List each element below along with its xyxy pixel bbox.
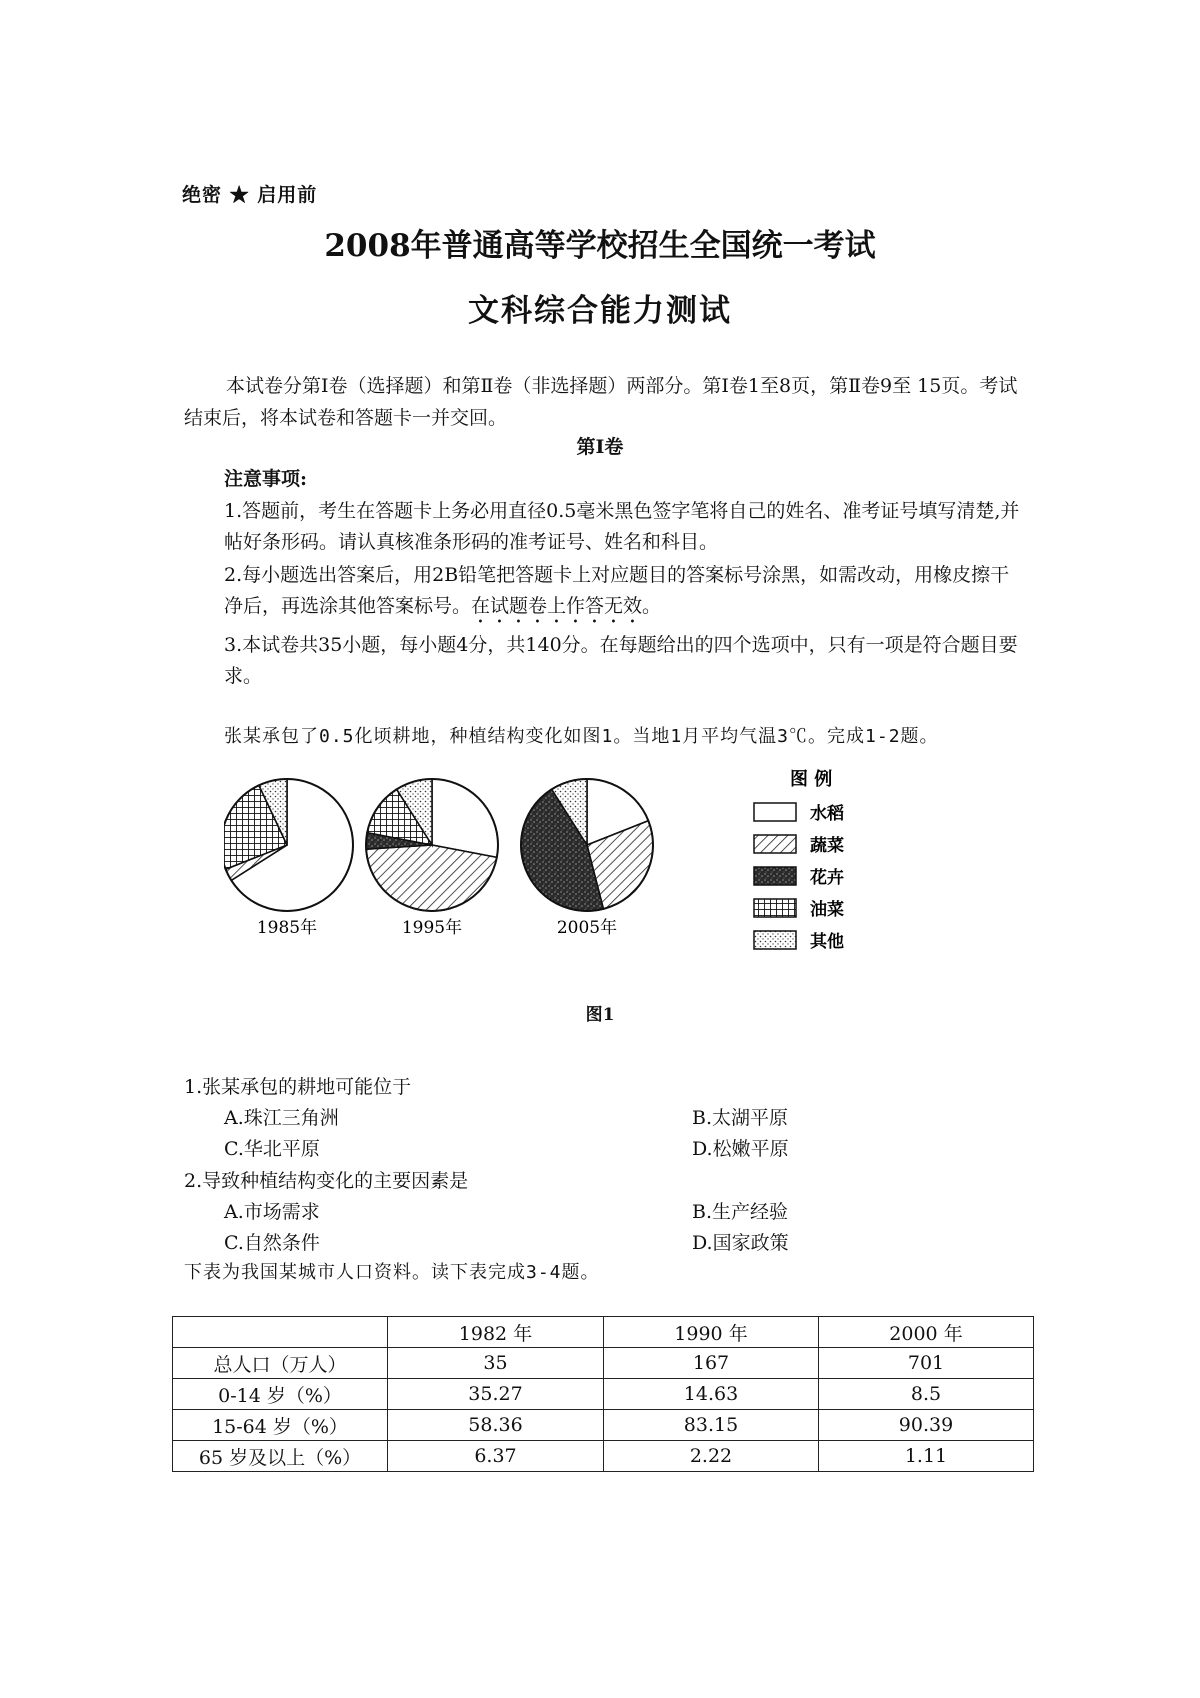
table-cell: 58.36	[388, 1410, 604, 1441]
table-header-row	[173, 1317, 1034, 1348]
exam-title: 2008年普通高等学校招生全国统一考试	[324, 228, 876, 264]
table-cell: 8.5	[819, 1379, 1034, 1410]
legend-swatch	[754, 931, 796, 949]
table-header-cell: 2000 年	[819, 1317, 1034, 1348]
q1-option-a: A.珠江三角洲	[224, 1107, 339, 1129]
table-header-cell: 1990 年	[604, 1317, 819, 1348]
table-cell: 6.37	[388, 1441, 604, 1472]
table-cell: 65 岁及以上（%）	[173, 1441, 388, 1472]
pie-slice	[366, 845, 497, 911]
question-group-1-intro: 张某承包了0.5化顷耕地，种植结构变化如图1。当地1月平均气温3℃。完成1-2题。	[224, 726, 939, 747]
table-cell: 83.15	[604, 1410, 819, 1441]
legend-swatch	[754, 803, 796, 821]
table-row	[173, 1441, 1034, 1472]
q1-option-c: C.华北平原	[224, 1138, 320, 1160]
table-row	[173, 1410, 1034, 1441]
legend-label: 其他	[810, 932, 844, 952]
table-row	[173, 1379, 1034, 1410]
figure-caption: 图1	[585, 1005, 615, 1025]
confidential-label: 绝密 ★ 启用前	[182, 184, 318, 206]
pie-slice	[432, 779, 498, 857]
legend-swatch	[754, 835, 796, 853]
pie-year-label: 1995年	[401, 918, 463, 938]
legend-label: 花卉	[810, 868, 844, 888]
table-cell: 总人口（万人）	[173, 1348, 388, 1379]
table-cell: 0-14 岁（%）	[173, 1379, 388, 1410]
legend-title: 图 例	[790, 769, 833, 790]
legend-label: 水稻	[810, 804, 844, 824]
table-row	[173, 1348, 1034, 1379]
note-item-2-emphasis: 在试题卷上作答无效	[471, 595, 643, 617]
note-item-2-text: 2.每小题选出答案后，用2B铅笔把答题卡上对应题目的答案标号涂黑，如需改动，用橡皮擦干净后，再选涂其他答案标号。	[224, 564, 1010, 617]
legend-swatch	[754, 867, 796, 885]
table-header-cell: 1982 年	[388, 1317, 604, 1348]
legend-label: 油菜	[810, 900, 844, 920]
table-cell: 2.22	[604, 1441, 819, 1472]
note-item-3: 3.本试卷共35小题，每小题4分，共140分。在每题给出的四个选项中，只有一项是符合题目要求。	[224, 634, 1018, 687]
note-item-2-end: 。	[642, 595, 662, 617]
note-item-1: 1.答题前，考生在答题卡上务必用直径0.5毫米黑色签字笔将自己的姓名、准考证号填写清楚,并帖好条形码。请认真核准条形码的准考证号、姓名和科目。	[224, 500, 1020, 553]
q1-stem: 1.张某承包的耕地可能位于	[184, 1076, 412, 1098]
legend-swatch	[754, 899, 796, 917]
intro-paragraph: 本试卷分第Ⅰ卷（选择题）和第Ⅱ卷（非选择题）两部分。第Ⅰ卷1至8页，第Ⅱ卷9至 15页。考试结束后，将本试卷和答题卡一并交回。	[184, 375, 1018, 429]
table-cell: 167	[604, 1348, 819, 1379]
q1-option-b: B.太湖平原	[692, 1107, 789, 1129]
table-cell: 90.39	[819, 1410, 1034, 1441]
table-header-cell	[173, 1317, 388, 1348]
q2-option-b: B.生产经验	[692, 1201, 789, 1223]
pie-year-label: 1985年	[256, 918, 318, 938]
q2-option-c: C.自然条件	[224, 1232, 320, 1254]
pie-figure	[224, 765, 884, 955]
notes-heading: 注意事项:	[224, 468, 308, 490]
pie-year-label: 2005年	[556, 918, 618, 938]
notes-block	[224, 464, 1026, 694]
q1-option-d: D.松嫩平原	[692, 1138, 789, 1160]
q2-option-a: A.市场需求	[224, 1201, 320, 1223]
table-cell: 15-64 岁（%）	[173, 1410, 388, 1441]
table-cell: 35.27	[388, 1379, 604, 1410]
legend-label: 蔬菜	[810, 836, 844, 856]
q2-stem: 2.导致种植结构变化的主要因素是	[184, 1170, 469, 1192]
question-group-2-intro: 下表为我国某城市人口资料。读下表完成3-4题。	[184, 1262, 600, 1283]
q2-option-d: D.国家政策	[692, 1232, 789, 1254]
exam-subtitle: 文科综合能力测试	[468, 293, 732, 329]
table-cell: 701	[819, 1348, 1034, 1379]
table-cell: 14.63	[604, 1379, 819, 1410]
section-title: 第Ⅰ卷	[576, 436, 624, 458]
table-cell: 35	[388, 1348, 604, 1379]
note-item-2	[224, 560, 1026, 628]
table-cell: 1.11	[819, 1441, 1034, 1472]
population-table	[172, 1316, 1034, 1472]
